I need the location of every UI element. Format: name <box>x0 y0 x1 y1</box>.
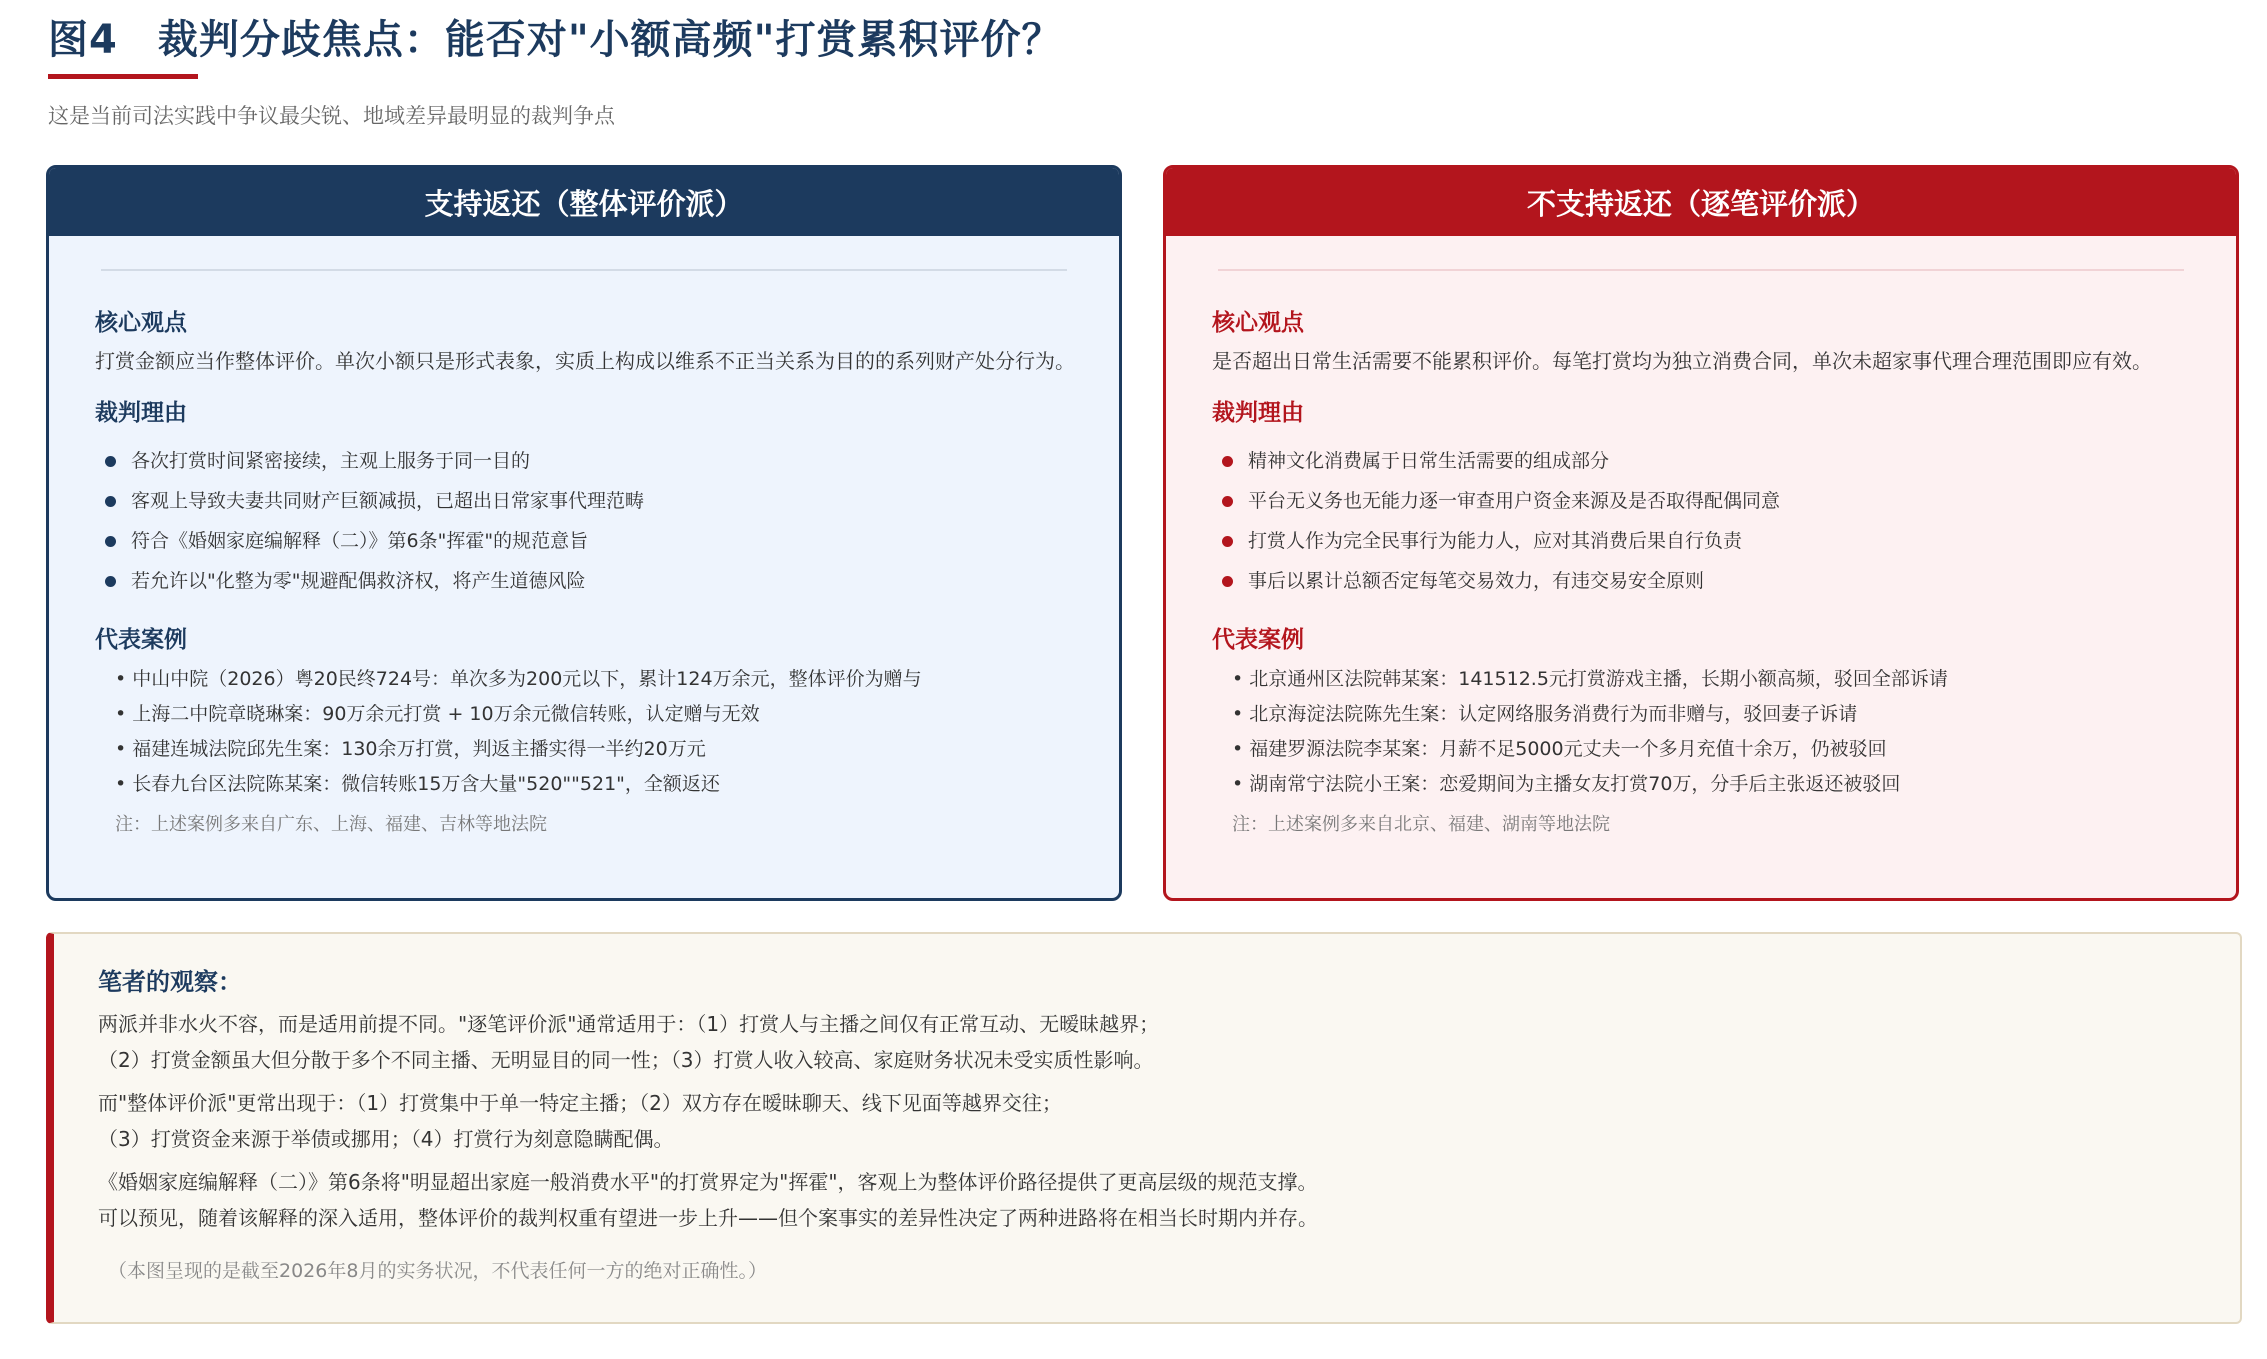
figure-title <box>48 8 1063 65</box>
reason-text: 平台无义务也无能力逐一审查用户资金来源及是否取得配偶同意 <box>1248 490 1781 512</box>
core-view-text: 是否超出日常生活需要不能累积评价。每笔打赏均为独立消费合同，单次未超家事代理合理范围即应有效。 <box>1212 349 2152 373</box>
bullet-dot <box>105 496 116 507</box>
reason-text: 各次打赏时间紧密接续，主观上服务于同一目的 <box>131 450 531 472</box>
core-view-title: 核心观点 <box>1212 310 1304 336</box>
list-item: • 北京海淀法院陈先生案：认定网络服务消费行为而非赠与，驳回妻子诉请 <box>1232 703 1858 725</box>
list-item: • 福建罗源法院李某案：月薪不足5000元丈夫一个多月充值十余万，仍被驳回 <box>1232 738 1887 760</box>
cases-title: 代表案例 <box>95 627 187 653</box>
bullet-dot <box>1222 456 1233 467</box>
reason-text: 精神文化消费属于日常生活需要的组成部分 <box>1248 450 1610 472</box>
figure-subtitle: 这是当前司法实践中争议最尖锐、地域差异最明显的裁判争点 <box>48 104 615 128</box>
cases-title: 代表案例 <box>1212 627 1304 653</box>
oppose-return-panel <box>1163 165 2239 901</box>
core-view-title: 核心观点 <box>95 310 187 336</box>
observation-line: （2）打赏金额虽大但分散于多个不同主播、无明显目的同一性；（3）打赏人收入较高、家庭财务状况未受实质性影响。 <box>98 1048 1154 1072</box>
observation-title: 笔者的观察： <box>98 968 242 996</box>
reason-text: 事后以累计总额否定每笔交易效力，有违交易安全原则 <box>1248 570 1705 592</box>
panel-header: 不支持返还（逐笔评价派） <box>1166 168 2236 236</box>
panel-divider <box>101 269 1067 271</box>
bullet-dot <box>1222 576 1233 587</box>
support-return-panel <box>46 165 1122 901</box>
reason-text: 打赏人作为完全民事行为能力人，应对其消费后果自行负责 <box>1248 530 1743 552</box>
list-item <box>1212 481 2236 521</box>
bullet-dot <box>1222 536 1233 547</box>
bullet-dot <box>105 576 116 587</box>
list-item: • 长春九台区法院陈某案：微信转账15万含大量"520""521"，全额返还 <box>115 773 720 795</box>
observation-line: 《婚姻家庭编解释（二）》第6条将"明显超出家庭一般消费水平"的打赏界定为"挥霍"，客观上为整体评价路径提供了更高层级的规范支撑。 <box>98 1170 1318 1194</box>
panel-content <box>95 278 1119 836</box>
list-item: • 中山中院（2026）粤20民终724号：单次多为200元以下，累计124万余元，整体评价为赠与 <box>115 668 922 690</box>
observation-footnote: （本图呈现的是截至2026年8月的实务状况，不代表任何一方的绝对正确性。） <box>108 1260 767 1282</box>
panel-content <box>1212 278 2236 836</box>
observation-line: 两派并非水火不容，而是适用前提不同。"逐笔评价派"通常适用于：（1）打赏人与主播之间仅有正常互动、无暧昧越界； <box>98 1012 1160 1036</box>
list-item: • 上海二中院章晓琳案：90万余元打赏 + 10万余元微信转账，认定赠与无效 <box>115 703 760 725</box>
reasons-title: 裁判理由 <box>1212 400 1304 426</box>
bullet-dot <box>1222 496 1233 507</box>
list-item: • 北京通州区法院韩某案：141512.5元打赏游戏主播，长期小额高频，驳回全部诉请 <box>1232 668 1948 690</box>
cases-note: 注：上述案例多来自广东、上海、福建、吉林等地法院 <box>115 814 547 835</box>
list-item: • 湖南常宁法院小王案：恋爱期间为主播女友打赏70万，分手后主张返还被驳回 <box>1232 773 1901 795</box>
title-underline <box>48 74 198 79</box>
bullet-dot <box>105 536 116 547</box>
cases-list <box>1212 662 2236 802</box>
list-item <box>95 561 1119 601</box>
reasons-list <box>1212 441 2236 601</box>
figure-number: 图4 <box>48 17 118 63</box>
reasons-list <box>95 441 1119 601</box>
figure-title-text: 裁判分歧焦点：能否对"小额高频"打赏累积评价？ <box>157 17 1063 63</box>
panel-header: 支持返还（整体评价派） <box>49 168 1119 236</box>
list-item <box>1212 441 2236 481</box>
core-view-text: 打赏金额应当作整体评价。单次小额只是形式表象，实质上构成以维系不正当关系为目的的系列财产处分行为。 <box>95 349 1075 373</box>
reasons-title: 裁判理由 <box>95 400 187 426</box>
list-item: • 福建连城法院邱先生案：130余万打赏，判返主播实得一半约20万元 <box>115 738 706 760</box>
cases-list <box>95 662 1119 802</box>
list-item <box>1212 561 2236 601</box>
reason-text: 若允许以"化整为零"规避配偶救济权，将产生道德风险 <box>131 570 586 592</box>
list-item <box>95 481 1119 521</box>
panel-divider <box>1218 269 2184 271</box>
list-item <box>1212 521 2236 561</box>
observation-line: 而"整体评价派"更常出现于：（1）打赏集中于单一特定主播；（2）双方存在暧昧聊天、线下见面等越界交往； <box>98 1091 1062 1115</box>
bullet-dot <box>105 456 116 467</box>
observation-line: （3）打赏资金来源于举债或挪用；（4）打赏行为刻意隐瞒配偶。 <box>98 1127 674 1151</box>
list-item <box>95 441 1119 481</box>
reason-text: 符合《婚姻家庭编解释（二）》第6条"挥霍"的规范意旨 <box>131 530 589 552</box>
author-observation-box <box>46 932 2242 1324</box>
reason-text: 客观上导致夫妻共同财产巨额减损，已超出日常家事代理范畴 <box>131 490 645 512</box>
list-item <box>95 521 1119 561</box>
observation-line: 可以预见，随着该解释的深入适用，整体评价的裁判权重有望进一步上升——但个案事实的差异性决定了两种进路将在相当长时期内并存。 <box>98 1206 1318 1230</box>
cases-note: 注：上述案例多来自北京、福建、湖南等地法院 <box>1232 814 1610 835</box>
